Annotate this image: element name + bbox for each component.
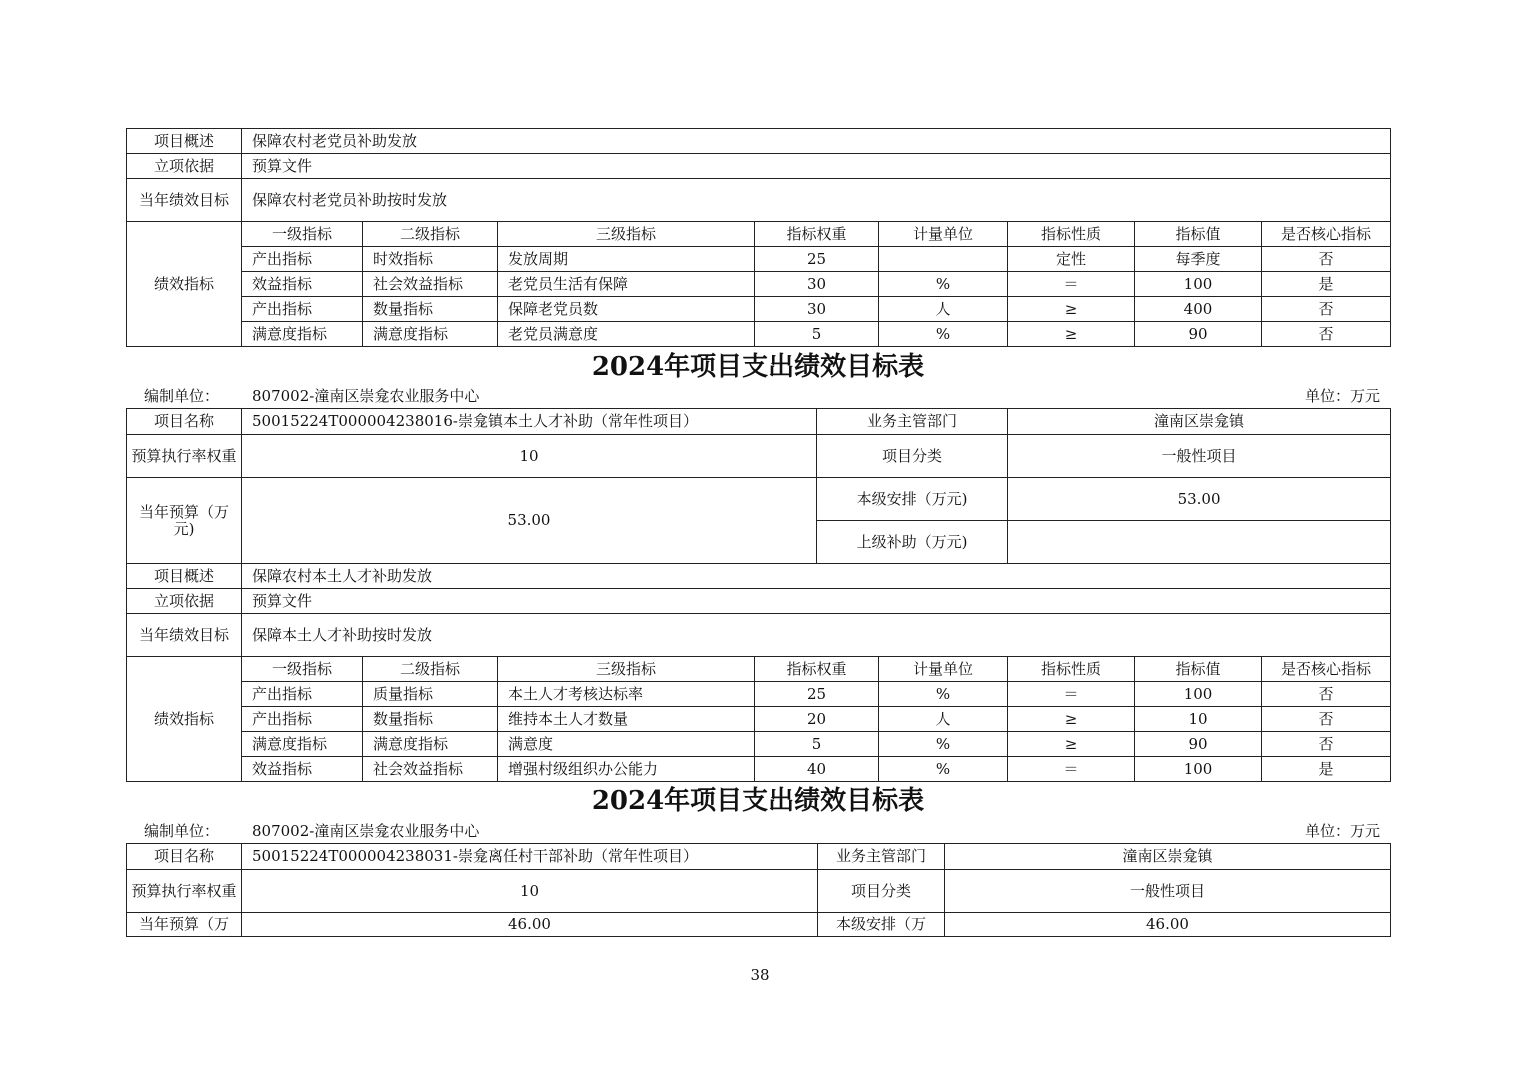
exec-weight-value: 10 bbox=[242, 870, 818, 913]
compiler-value: 807002-潼南区崇龛农业服务中心 bbox=[252, 387, 480, 405]
section2-table bbox=[126, 408, 1391, 782]
cell bbox=[879, 247, 1008, 272]
cell: 老党员满意度 bbox=[498, 322, 755, 347]
col-header: 一级指标 bbox=[242, 222, 363, 247]
indicators-label: 绩效指标 bbox=[127, 657, 242, 782]
cell: 满意度指标 bbox=[363, 732, 498, 757]
cell: 满意度 bbox=[498, 732, 755, 757]
section2-meta bbox=[126, 385, 1390, 407]
cell: 否 bbox=[1262, 247, 1391, 272]
cell: 产出指标 bbox=[242, 297, 363, 322]
cell: 100 bbox=[1135, 682, 1262, 707]
cell: 否 bbox=[1262, 732, 1391, 757]
table-row bbox=[127, 732, 1391, 757]
overview-label: 项目概述 bbox=[127, 564, 242, 589]
budget-value: 46.00 bbox=[242, 913, 818, 937]
cell: 时效指标 bbox=[363, 247, 498, 272]
supervisor-label: 业务主管部门 bbox=[817, 409, 1008, 435]
exec-weight-value: 10 bbox=[242, 435, 817, 478]
page-number: 38 bbox=[750, 966, 770, 984]
cell: 人 bbox=[879, 707, 1008, 732]
section2-title: 2024年项目支出绩效目标表 bbox=[591, 352, 925, 382]
table-row bbox=[127, 682, 1391, 707]
overview-row bbox=[127, 564, 1391, 589]
basis-value: 预算文件 bbox=[242, 589, 1391, 614]
category-label: 项目分类 bbox=[818, 870, 945, 913]
compiler-label: 编制单位： bbox=[144, 387, 220, 405]
cell: ≥ bbox=[1008, 732, 1135, 757]
col-header: 二级指标 bbox=[363, 657, 498, 682]
overview-value: 保障农村本土人才补助发放 bbox=[242, 564, 1391, 589]
cell: 产出指标 bbox=[242, 682, 363, 707]
basis-row bbox=[127, 589, 1391, 614]
table-row bbox=[127, 247, 1391, 272]
col-header: 指标性质 bbox=[1008, 657, 1135, 682]
goal-row bbox=[127, 179, 1391, 222]
table-row bbox=[127, 297, 1391, 322]
basis-label: 立项依据 bbox=[127, 154, 242, 179]
cell: 满意度指标 bbox=[242, 322, 363, 347]
budget-value: 53.00 bbox=[242, 478, 817, 564]
table-row bbox=[127, 272, 1391, 297]
cell: ＝ bbox=[1008, 682, 1135, 707]
cell: 数量指标 bbox=[363, 707, 498, 732]
section1-table bbox=[126, 128, 1391, 347]
exec-weight-label: 预算执行率权重 bbox=[127, 435, 242, 478]
cell: 维持本土人才数量 bbox=[498, 707, 755, 732]
project-name-value: 50015224T000004238016-崇龛镇本土人才补助（常年性项目） bbox=[242, 409, 817, 435]
budget-label: 当年预算（万元) bbox=[127, 478, 242, 564]
section3-title: 2024年项目支出绩效目标表 bbox=[591, 786, 925, 816]
cell: 25 bbox=[755, 247, 879, 272]
overview-label: 项目概述 bbox=[127, 129, 242, 154]
supervisor-value: 潼南区崇龛镇 bbox=[1008, 409, 1391, 435]
cell: ≥ bbox=[1008, 322, 1135, 347]
cell: 社会效益指标 bbox=[363, 757, 498, 782]
budget-label: 当年预算（万 bbox=[127, 913, 242, 937]
cell: 保障老党员数 bbox=[498, 297, 755, 322]
supervisor-value: 潼南区崇龛镇 bbox=[945, 844, 1391, 870]
category-value: 一般性项目 bbox=[1008, 435, 1391, 478]
cell: ≥ bbox=[1008, 707, 1135, 732]
budget-row bbox=[127, 478, 1391, 521]
cell: 25 bbox=[755, 682, 879, 707]
cell: 是 bbox=[1262, 757, 1391, 782]
cell: 5 bbox=[755, 322, 879, 347]
cell: 否 bbox=[1262, 682, 1391, 707]
cell: 发放周期 bbox=[498, 247, 755, 272]
cell: % bbox=[879, 682, 1008, 707]
basis-label: 立项依据 bbox=[127, 589, 242, 614]
cell: 满意度指标 bbox=[363, 322, 498, 347]
upper-value bbox=[1008, 521, 1391, 564]
col-header: 三级指标 bbox=[498, 657, 755, 682]
exec-weight-row bbox=[127, 870, 1391, 913]
local-value: 53.00 bbox=[1008, 478, 1391, 521]
cell: 效益指标 bbox=[242, 757, 363, 782]
cell: 400 bbox=[1135, 297, 1262, 322]
goal-value: 保障本土人才补助按时发放 bbox=[242, 614, 1391, 657]
project-name-label: 项目名称 bbox=[127, 844, 242, 870]
project-name-row bbox=[127, 844, 1391, 870]
cell: 社会效益指标 bbox=[363, 272, 498, 297]
goal-value: 保障农村老党员补助按时发放 bbox=[242, 179, 1391, 222]
category-label: 项目分类 bbox=[817, 435, 1008, 478]
overview-row bbox=[127, 129, 1391, 154]
overview-value: 保障农村老党员补助发放 bbox=[242, 129, 1391, 154]
col-header: 二级指标 bbox=[363, 222, 498, 247]
cell: 本土人才考核达标率 bbox=[498, 682, 755, 707]
col-header: 计量单位 bbox=[879, 657, 1008, 682]
col-header: 计量单位 bbox=[879, 222, 1008, 247]
exec-weight-row bbox=[127, 435, 1391, 478]
cell: 效益指标 bbox=[242, 272, 363, 297]
budget-row bbox=[127, 913, 1391, 937]
cell: 产出指标 bbox=[242, 707, 363, 732]
indicator-header-row bbox=[127, 222, 1391, 247]
cell: % bbox=[879, 732, 1008, 757]
col-header: 指标权重 bbox=[755, 222, 879, 247]
indicators-label: 绩效指标 bbox=[127, 222, 242, 347]
basis-value: 预算文件 bbox=[242, 154, 1391, 179]
col-header: 一级指标 bbox=[242, 657, 363, 682]
cell: 增强村级组织办公能力 bbox=[498, 757, 755, 782]
project-name-label: 项目名称 bbox=[127, 409, 242, 435]
cell: 产出指标 bbox=[242, 247, 363, 272]
local-label: 本级安排（万 bbox=[818, 913, 945, 937]
section3-table bbox=[126, 843, 1391, 937]
section3-meta bbox=[126, 820, 1390, 842]
local-value: 46.00 bbox=[945, 913, 1391, 937]
cell: ≥ bbox=[1008, 297, 1135, 322]
col-header: 指标值 bbox=[1135, 222, 1262, 247]
exec-weight-label: 预算执行率权重 bbox=[127, 870, 242, 913]
cell: 定性 bbox=[1008, 247, 1135, 272]
goal-label: 当年绩效目标 bbox=[127, 614, 242, 657]
cell: 30 bbox=[755, 297, 879, 322]
col-header: 指标权重 bbox=[755, 657, 879, 682]
cell: 数量指标 bbox=[363, 297, 498, 322]
goal-row bbox=[127, 614, 1391, 657]
cell: 5 bbox=[755, 732, 879, 757]
col-header: 是否核心指标 bbox=[1262, 222, 1391, 247]
indicator-header-row bbox=[127, 657, 1391, 682]
project-name-value: 50015224T000004238031-崇龛离任村干部补助（常年性项目） bbox=[242, 844, 818, 870]
cell: % bbox=[879, 757, 1008, 782]
cell: ＝ bbox=[1008, 272, 1135, 297]
unit-label: 单位：万元 bbox=[1304, 822, 1380, 840]
upper-label: 上级补助（万元) bbox=[817, 521, 1008, 564]
cell: 老党员生活有保障 bbox=[498, 272, 755, 297]
cell: 40 bbox=[755, 757, 879, 782]
cell: ＝ bbox=[1008, 757, 1135, 782]
project-name-row bbox=[127, 409, 1391, 435]
goal-label: 当年绩效目标 bbox=[127, 179, 242, 222]
compiler-value: 807002-潼南区崇龛农业服务中心 bbox=[252, 822, 480, 840]
cell: 30 bbox=[755, 272, 879, 297]
category-value: 一般性项目 bbox=[945, 870, 1391, 913]
cell: 否 bbox=[1262, 707, 1391, 732]
cell: 否 bbox=[1262, 297, 1391, 322]
cell: % bbox=[879, 272, 1008, 297]
col-header: 指标性质 bbox=[1008, 222, 1135, 247]
cell: 满意度指标 bbox=[242, 732, 363, 757]
cell: 90 bbox=[1135, 732, 1262, 757]
col-header: 是否核心指标 bbox=[1262, 657, 1391, 682]
cell: 20 bbox=[755, 707, 879, 732]
basis-row bbox=[127, 154, 1391, 179]
unit-label: 单位：万元 bbox=[1304, 387, 1380, 405]
cell: % bbox=[879, 322, 1008, 347]
cell: 质量指标 bbox=[363, 682, 498, 707]
table-row bbox=[127, 707, 1391, 732]
supervisor-label: 业务主管部门 bbox=[818, 844, 945, 870]
table-row bbox=[127, 322, 1391, 347]
cell: 否 bbox=[1262, 322, 1391, 347]
cell: 100 bbox=[1135, 272, 1262, 297]
table-row bbox=[127, 757, 1391, 782]
cell: 90 bbox=[1135, 322, 1262, 347]
cell: 人 bbox=[879, 297, 1008, 322]
col-header: 三级指标 bbox=[498, 222, 755, 247]
cell: 10 bbox=[1135, 707, 1262, 732]
compiler-label: 编制单位： bbox=[144, 822, 220, 840]
cell: 每季度 bbox=[1135, 247, 1262, 272]
cell: 是 bbox=[1262, 272, 1391, 297]
col-header: 指标值 bbox=[1135, 657, 1262, 682]
local-label: 本级安排（万元) bbox=[817, 478, 1008, 521]
cell: 100 bbox=[1135, 757, 1262, 782]
